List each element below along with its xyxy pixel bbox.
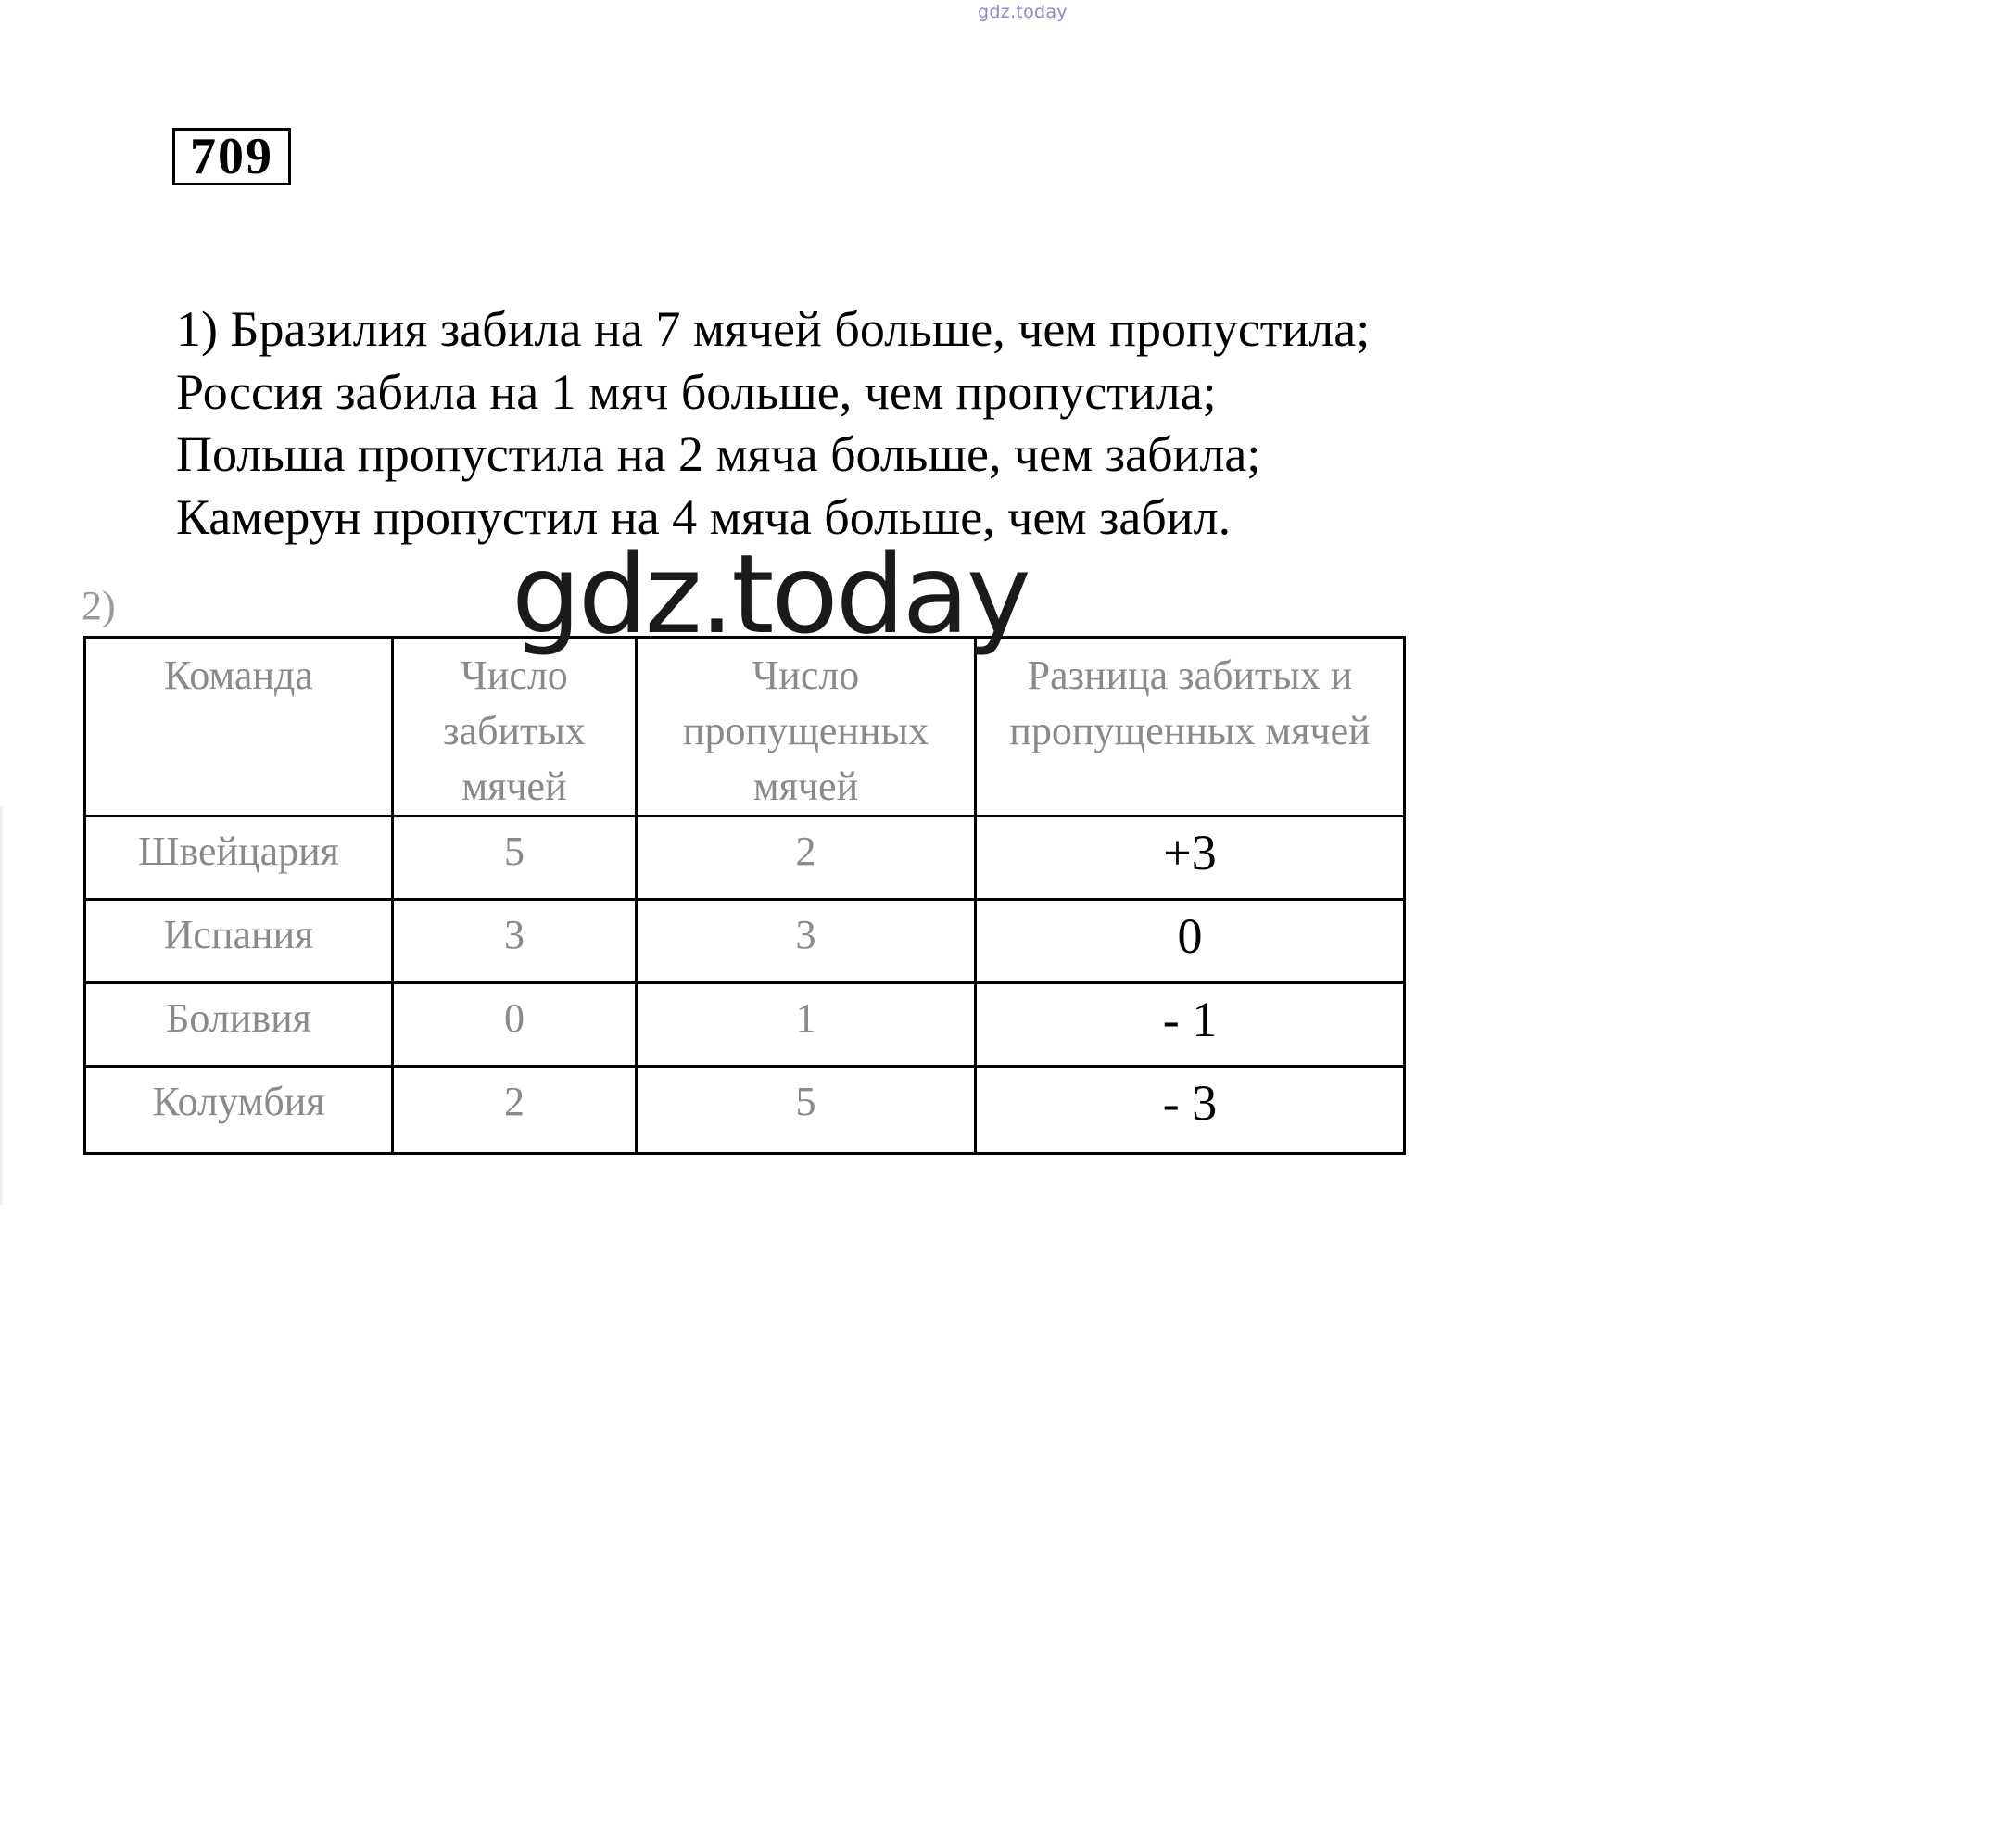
part1-answer — [176, 298, 1370, 549]
header-difference: Разница забитых и пропущенных мячей — [976, 638, 1405, 816]
results-table — [83, 636, 1406, 1155]
table-row — [85, 1067, 1405, 1154]
scored-cell: 2 — [393, 1067, 637, 1154]
team-cell: Колумбия — [85, 1067, 393, 1154]
part2-label: 2) — [82, 583, 116, 628]
problem-number-box: 709 — [172, 128, 291, 185]
header-missed: Число пропущенных мячей — [637, 638, 976, 816]
team-cell: Боливия — [85, 983, 393, 1067]
table-row — [85, 816, 1405, 900]
site-watermark-large: gdz.today — [512, 530, 1029, 658]
answer-line: Россия забила на 1 мяч больше, чем пропустила; — [176, 363, 1217, 420]
scan-edge-divider — [0, 806, 3, 1205]
scored-cell: 0 — [393, 983, 637, 1067]
table-row — [85, 900, 1405, 983]
missed-cell: 1 — [637, 983, 976, 1067]
site-watermark-small: gdz.today — [978, 2, 1068, 22]
missed-cell: 5 — [637, 1067, 976, 1154]
header-scored: Число забитых мячей — [393, 638, 637, 816]
scored-cell: 3 — [393, 900, 637, 983]
answer-line: Польша пропустила на 2 мяча больше, чем забила; — [176, 426, 1261, 482]
scored-cell: 5 — [393, 816, 637, 900]
difference-cell: +3 — [976, 816, 1405, 900]
table-row — [85, 983, 1405, 1067]
difference-cell: - 3 — [976, 1067, 1405, 1154]
team-cell: Испания — [85, 900, 393, 983]
difference-cell: 0 — [976, 900, 1405, 983]
missed-cell: 2 — [637, 816, 976, 900]
answer-line: Камерун пропустил на 4 мяча больше, чем забил. — [176, 488, 1232, 545]
missed-cell: 3 — [637, 900, 976, 983]
header-team: Команда — [85, 638, 393, 816]
answer-line: 1) Бразилия забила на 7 мячей больше, чем пропустила; — [176, 301, 1371, 357]
table-header-row — [85, 638, 1405, 816]
difference-cell: - 1 — [976, 983, 1405, 1067]
team-cell: Швейцария — [85, 816, 393, 900]
